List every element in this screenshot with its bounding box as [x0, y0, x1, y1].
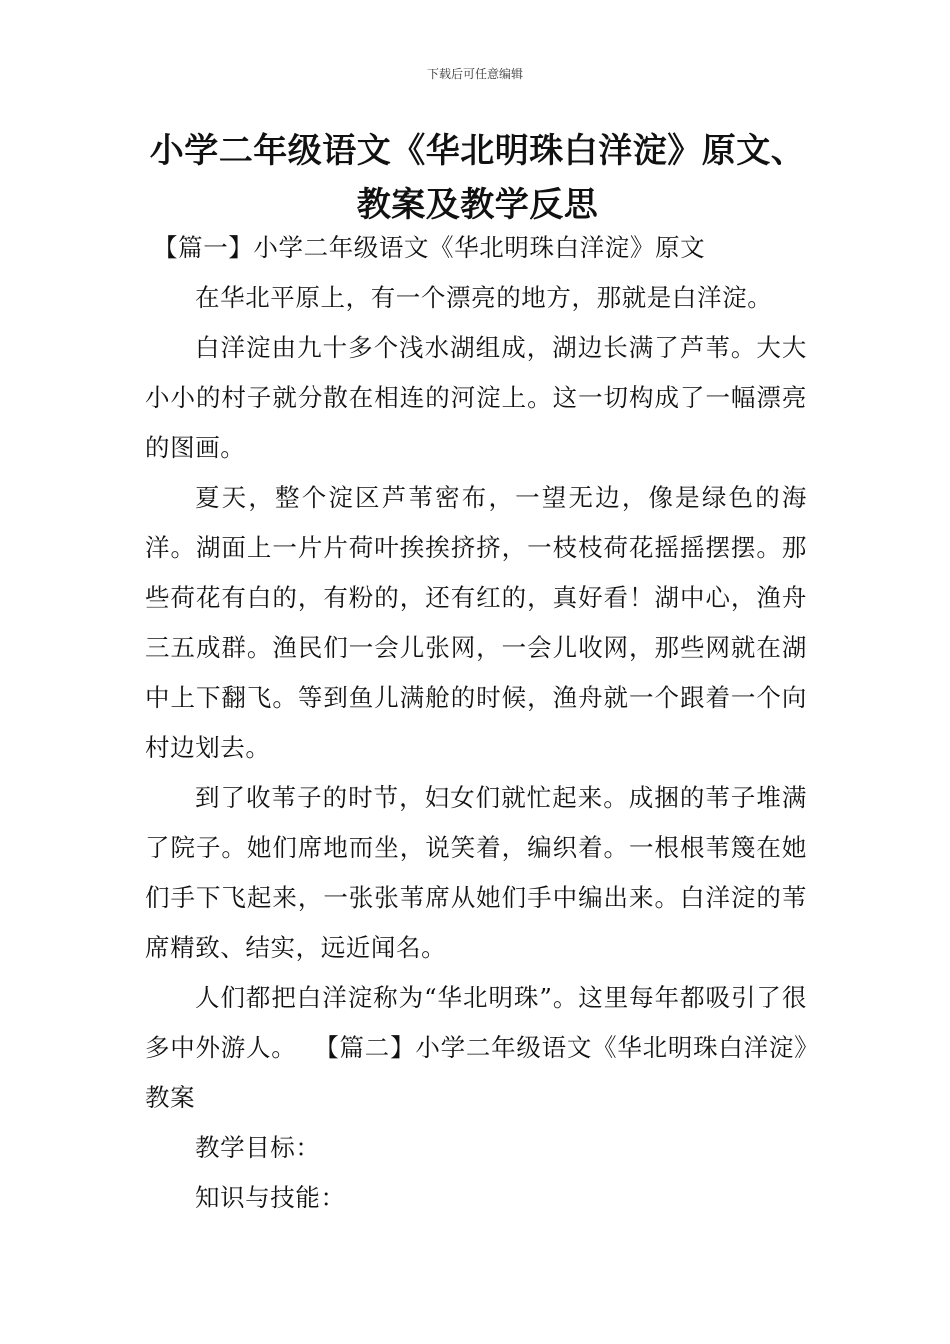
document-title: [145, 124, 810, 232]
section-2-heading: 【篇二】小学二年级语文《华北明珠白洋淀》教案: [145, 1033, 808, 1112]
section-1-heading: 【篇一】小学二年级语文《华北明珠白洋淀》原文: [153, 233, 706, 262]
knowledge-skill-label: 知识与技能：: [195, 1183, 346, 1212]
paragraph-5: 人们都把白洋淀称为“华北明珠”。这里每年都吸引了很多中外游人。: [145, 983, 807, 1062]
paragraph-1: 在华北平原上，有一个漂亮的地方，那就是白洋淀。: [195, 283, 773, 312]
header-note: 下载后可任意编辑: [426, 67, 523, 81]
teaching-goal-label: 教学目标：: [195, 1133, 321, 1162]
title-line-2: 教案及教学反思: [356, 185, 599, 225]
paragraph-2: 白洋淀由九十多个浅水湖组成，湖边长满了芦苇。大大小小的村子就分散在相连的河淀上。这一切构成了一幅漂亮的图画。: [145, 333, 807, 462]
paragraph-3: 夏天，整个淀区芦苇密布，一望无边，像是绿色的海洋。湖面上一片片荷叶挨挨挤挤，一枝枝荷花摇摇摆摆。那些荷花有白的，有粉的，还有红的，真好看！湖中心，渔舟三五成群。渔民们一会儿张网，一会儿收网，那些网就在湖中上下翻飞。等到鱼儿满舱的时候，渔舟就一个跟着一个向村边划去。: [145, 483, 807, 762]
paragraph-4: 到了收苇子的时节，妇女们就忙起来。成捆的苇子堆满了院子。她们席地而坐，说笑着，编织着。一根根苇篾在她们手下飞起来，一张张苇席从她们手中编出来。白洋淀的苇席精致、结实，远近闻名。: [145, 783, 807, 962]
paragraph-5-with-section-2: [145, 973, 807, 1123]
title-line-1: 小学二年级语文《华北明珠白洋淀》原文、: [149, 131, 806, 171]
document-body: [145, 223, 807, 1223]
